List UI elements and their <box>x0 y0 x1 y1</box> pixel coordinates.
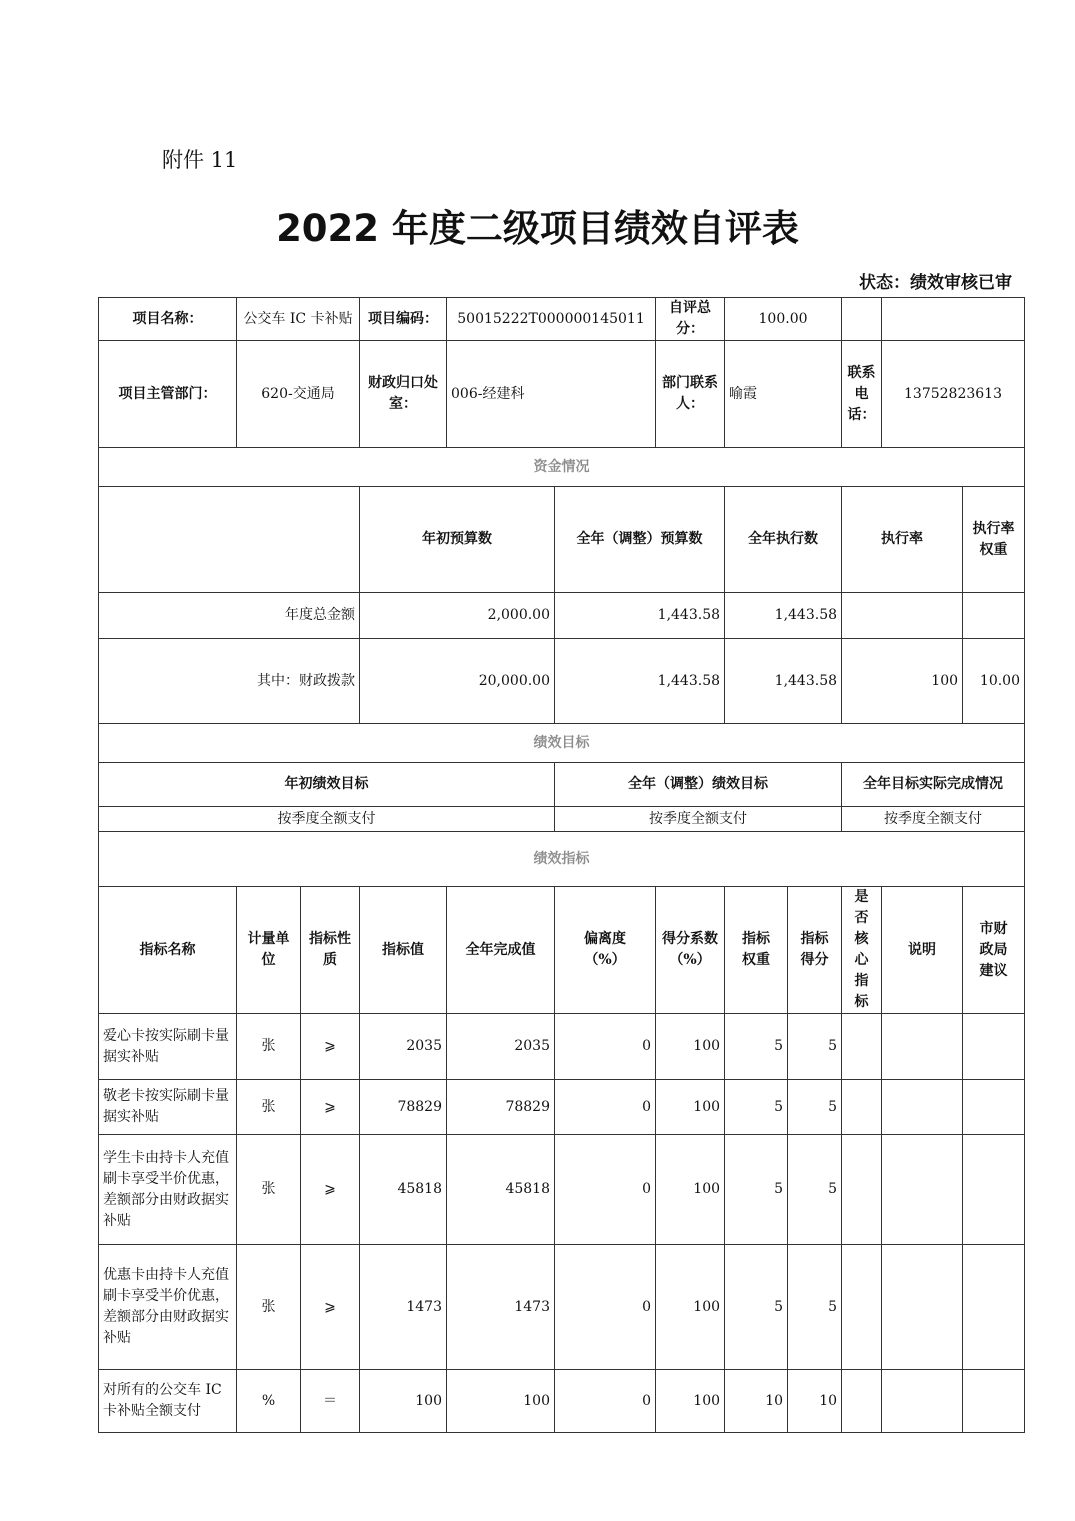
goals-header-row <box>99 763 1025 807</box>
ind-col-unit: 计量单位 <box>237 887 301 1014</box>
project-name-value: 公交车 IC 卡补贴 <box>237 298 360 341</box>
ind-name: 优惠卡由持卡人充值刷卡享受半价优惠，差额部分由财政据实补贴 <box>99 1245 237 1370</box>
funds-rate <box>842 593 963 639</box>
goals-col-initial: 年初绩效目标 <box>99 763 555 807</box>
ind-coef: 100 <box>656 1245 725 1370</box>
ind-coef: 100 <box>656 1080 725 1135</box>
contact-value: 喻霞 <box>725 341 842 448</box>
ind-name: 对所有的公交车 IC 卡补贴全额支付 <box>99 1370 237 1433</box>
ind-actual: 78829 <box>447 1080 555 1135</box>
funds-row <box>99 639 1025 724</box>
ind-col-score: 指标得分 <box>788 887 842 1014</box>
ind-core <box>842 1370 882 1433</box>
project-code-value: 50015222T000000145011 <box>447 298 656 341</box>
ind-unit: 张 <box>237 1014 301 1080</box>
funds-row-label: 年度总金额 <box>99 593 360 639</box>
ind-note <box>882 1245 963 1370</box>
funds-col-executed: 全年执行数 <box>725 487 842 593</box>
ind-weight: 10 <box>725 1370 788 1433</box>
ind-core <box>842 1135 882 1245</box>
table-row <box>99 1245 1025 1370</box>
ind-unit: 张 <box>237 1080 301 1135</box>
ind-name: 爱心卡按实际刷卡量据实补贴 <box>99 1014 237 1080</box>
funds-row <box>99 593 1025 639</box>
ind-target: 78829 <box>360 1080 447 1135</box>
ind-score: 5 <box>788 1014 842 1080</box>
table-row <box>99 1370 1025 1433</box>
goals-col-actual: 全年目标实际完成情况 <box>842 763 1025 807</box>
self-score-value: 100.00 <box>725 298 842 341</box>
ind-target: 45818 <box>360 1135 447 1245</box>
ind-weight: 5 <box>725 1080 788 1135</box>
ind-actual: 1473 <box>447 1245 555 1370</box>
funds-col-adjusted: 全年（调整）预算数 <box>555 487 725 593</box>
phone-value: 13752823613 <box>882 341 1025 448</box>
ind-deviation: 0 <box>555 1370 656 1433</box>
indicators-header-row <box>99 887 1025 1014</box>
ind-col-actual: 全年完成值 <box>447 887 555 1014</box>
ind-note <box>882 1135 963 1245</box>
ind-score: 5 <box>788 1135 842 1245</box>
ind-col-weight: 指标权重 <box>725 887 788 1014</box>
ind-col-target: 指标值 <box>360 887 447 1014</box>
funds-col-rate: 执行率 <box>842 487 963 593</box>
ind-col-note: 说明 <box>882 887 963 1014</box>
funds-executed: 1,443.58 <box>725 593 842 639</box>
ind-advice <box>963 1135 1025 1245</box>
ind-score: 10 <box>788 1370 842 1433</box>
self-evaluation-table <box>98 297 1025 1433</box>
funds-row-label: 其中：财政拨款 <box>99 639 360 724</box>
empty-cell <box>882 298 1025 341</box>
dept-label: 项目主管部门： <box>99 341 237 448</box>
ind-actual: 2035 <box>447 1014 555 1080</box>
funds-weight <box>963 593 1025 639</box>
table-row <box>99 1135 1025 1245</box>
ind-col-nature: 指标性质 <box>301 887 360 1014</box>
ind-advice <box>963 1245 1025 1370</box>
finance-office-label: 财政归口处室： <box>360 341 447 448</box>
ind-actual: 45818 <box>447 1135 555 1245</box>
goals-col-adjusted: 全年（调整）绩效目标 <box>555 763 842 807</box>
ind-nature: ⩾ <box>301 1080 360 1135</box>
ind-col-name: 指标名称 <box>99 887 237 1014</box>
contact-label: 部门联系人： <box>656 341 725 448</box>
ind-unit: % <box>237 1370 301 1433</box>
funds-col-initial: 年初预算数 <box>360 487 555 593</box>
ind-note <box>882 1014 963 1080</box>
funds-section-header: 资金情况 <box>99 448 1025 487</box>
ind-deviation: 0 <box>555 1245 656 1370</box>
funds-weight: 10.00 <box>963 639 1025 724</box>
funds-col-weight: 执行率权重 <box>963 487 1025 593</box>
ind-weight: 5 <box>725 1135 788 1245</box>
goal-adjusted-value: 按季度全额支付 <box>555 807 842 832</box>
ind-advice <box>963 1080 1025 1135</box>
ind-advice <box>963 1370 1025 1433</box>
ind-actual: 100 <box>447 1370 555 1433</box>
ind-target: 1473 <box>360 1245 447 1370</box>
project-info-row <box>99 298 1025 341</box>
indicators-section-header: 绩效指标 <box>99 832 1025 887</box>
department-info-row <box>99 341 1025 448</box>
ind-coef: 100 <box>656 1014 725 1080</box>
ind-nature: ＝ <box>301 1370 360 1433</box>
ind-col-deviation: 偏离度（%） <box>555 887 656 1014</box>
ind-core <box>842 1245 882 1370</box>
funds-adjusted: 1,443.58 <box>555 639 725 724</box>
ind-target: 2035 <box>360 1014 447 1080</box>
empty-cell <box>99 487 360 593</box>
phone-label: 联系电话： <box>842 341 882 448</box>
table-row <box>99 1080 1025 1135</box>
funds-executed: 1,443.58 <box>725 639 842 724</box>
self-score-label: 自评总分： <box>656 298 725 341</box>
ind-nature: ⩾ <box>301 1135 360 1245</box>
ind-coef: 100 <box>656 1135 725 1245</box>
project-code-label: 项目编码： <box>360 298 447 341</box>
empty-cell <box>842 298 882 341</box>
ind-advice <box>963 1014 1025 1080</box>
ind-score: 5 <box>788 1245 842 1370</box>
ind-nature: ⩾ <box>301 1014 360 1080</box>
ind-col-core: 是否核心指标 <box>842 887 882 1014</box>
ind-unit: 张 <box>237 1135 301 1245</box>
ind-note <box>882 1370 963 1433</box>
ind-deviation: 0 <box>555 1014 656 1080</box>
funds-rate: 100 <box>842 639 963 724</box>
funds-initial: 2,000.00 <box>360 593 555 639</box>
ind-core <box>842 1014 882 1080</box>
ind-score: 5 <box>788 1080 842 1135</box>
finance-office-value: 006-经建科 <box>447 341 656 448</box>
dept-value: 620-交通局 <box>237 341 360 448</box>
goals-value-row <box>99 807 1025 832</box>
ind-target: 100 <box>360 1370 447 1433</box>
ind-name: 敬老卡按实际刷卡量据实补贴 <box>99 1080 237 1135</box>
ind-col-coef: 得分系数（%） <box>656 887 725 1014</box>
goal-initial-value: 按季度全额支付 <box>99 807 555 832</box>
ind-weight: 5 <box>725 1245 788 1370</box>
goal-actual-value: 按季度全额支付 <box>842 807 1025 832</box>
page-title: 2022 年度二级项目绩效自评表 <box>276 207 799 250</box>
funds-header-row <box>99 487 1025 593</box>
ind-unit: 张 <box>237 1245 301 1370</box>
funds-initial: 20,000.00 <box>360 639 555 724</box>
ind-coef: 100 <box>656 1370 725 1433</box>
ind-deviation: 0 <box>555 1135 656 1245</box>
attachment-label: 附件 11 <box>162 148 238 172</box>
project-name-label: 项目名称： <box>99 298 237 341</box>
table-row <box>99 1014 1025 1080</box>
ind-col-advice: 市财政局建议 <box>963 887 1025 1014</box>
ind-name: 学生卡由持卡人充值刷卡享受半价优惠，差额部分由财政据实补贴 <box>99 1135 237 1245</box>
ind-deviation: 0 <box>555 1080 656 1135</box>
ind-core <box>842 1080 882 1135</box>
funds-adjusted: 1,443.58 <box>555 593 725 639</box>
ind-nature: ⩾ <box>301 1245 360 1370</box>
ind-weight: 5 <box>725 1014 788 1080</box>
ind-note <box>882 1080 963 1135</box>
status-text: 状态：绩效审核已审 <box>859 273 1012 293</box>
goals-section-header: 绩效目标 <box>99 724 1025 763</box>
